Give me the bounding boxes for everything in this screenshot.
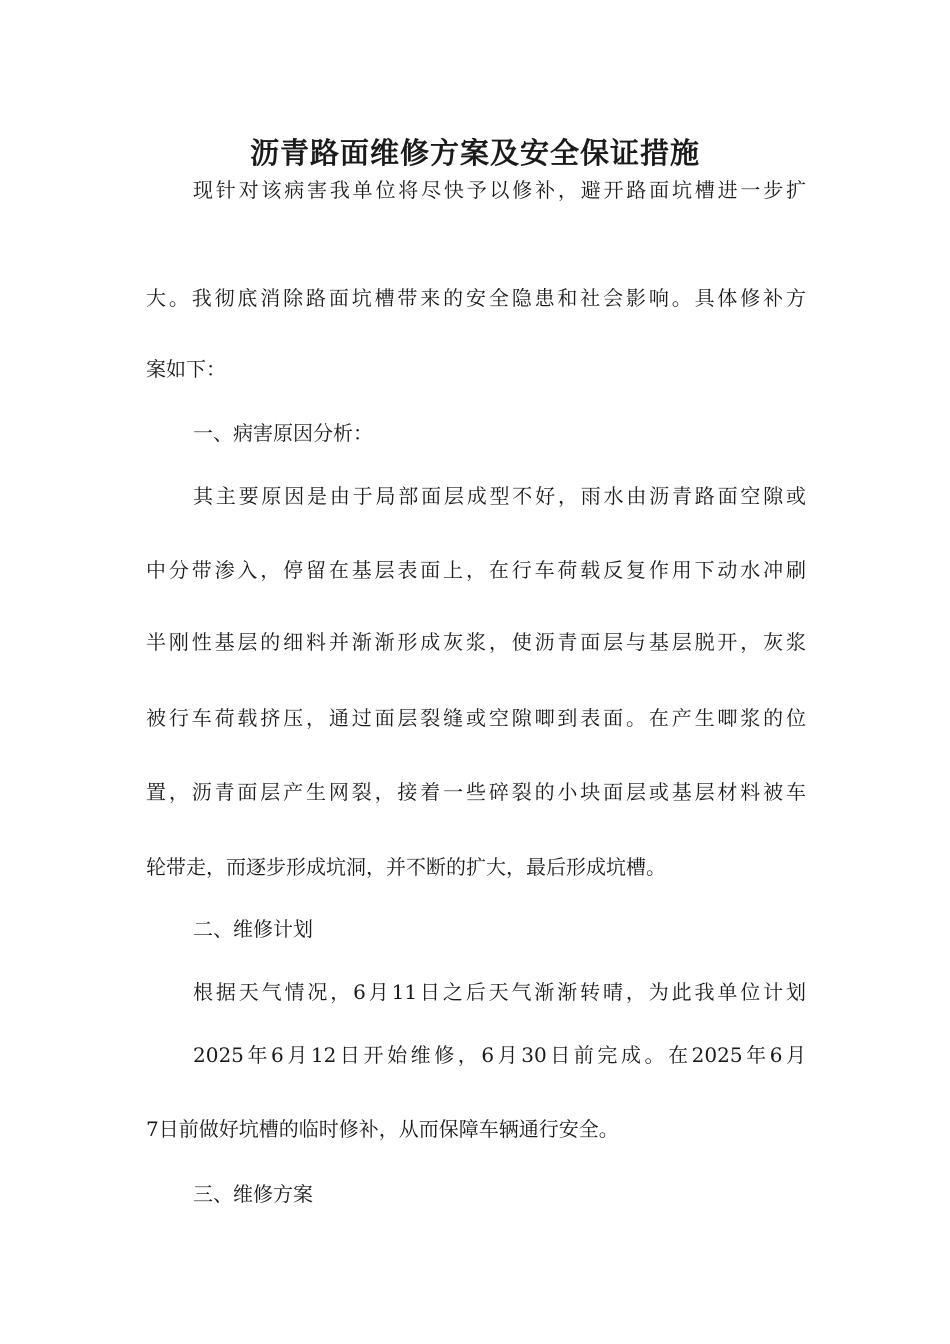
paragraph-line: 其主要原因是由于局部面层成型不好，雨水由沥青路面空隙或	[193, 484, 806, 508]
paragraph-line: 半刚性基层的细料并渐渐形成灰浆，使沥青面层与基层脱开，灰浆	[146, 630, 806, 654]
section-heading: 一、病害原因分析：	[193, 421, 373, 445]
paragraph-line: 被行车荷载挤压，通过面层裂缝或空隙唧到表面。在产生唧浆的位	[146, 706, 806, 730]
section-heading: 二、维修计划	[193, 917, 313, 941]
section-heading: 三、维修方案	[193, 1182, 313, 1206]
paragraph-line: 案如下：	[146, 357, 226, 381]
paragraph-line: 根据天气情况，6月11日之后天气渐渐转晴，为此我单位计划	[193, 980, 806, 1004]
paragraph-line: 中分带渗入，停留在基层表面上，在行车荷载反复作用下动水冲刷	[146, 558, 806, 582]
paragraph-line: 置，沥青面层产生网裂，接着一些碎裂的小块面层或基层材料被车	[146, 780, 806, 804]
paragraph-line: 2025年6月12日开始维修，6月30日前完成。在2025年6月	[193, 1043, 806, 1067]
paragraph-line: 7日前做好坑槽的临时修补，从而保障车辆通行安全。	[146, 1117, 619, 1141]
paragraph-line: 大。我彻底消除路面坑槽带来的安全隐患和社会影响。具体修补方	[146, 286, 806, 310]
document-title: 沥青路面维修方案及安全保证措施	[249, 136, 700, 170]
paragraph-line: 现针对该病害我单位将尽快予以修补，避开路面坑槽进一步扩	[193, 178, 806, 202]
paragraph-line: 轮带走，而逐步形成坑洞，并不断的扩大，最后形成坑槽。	[146, 855, 666, 879]
